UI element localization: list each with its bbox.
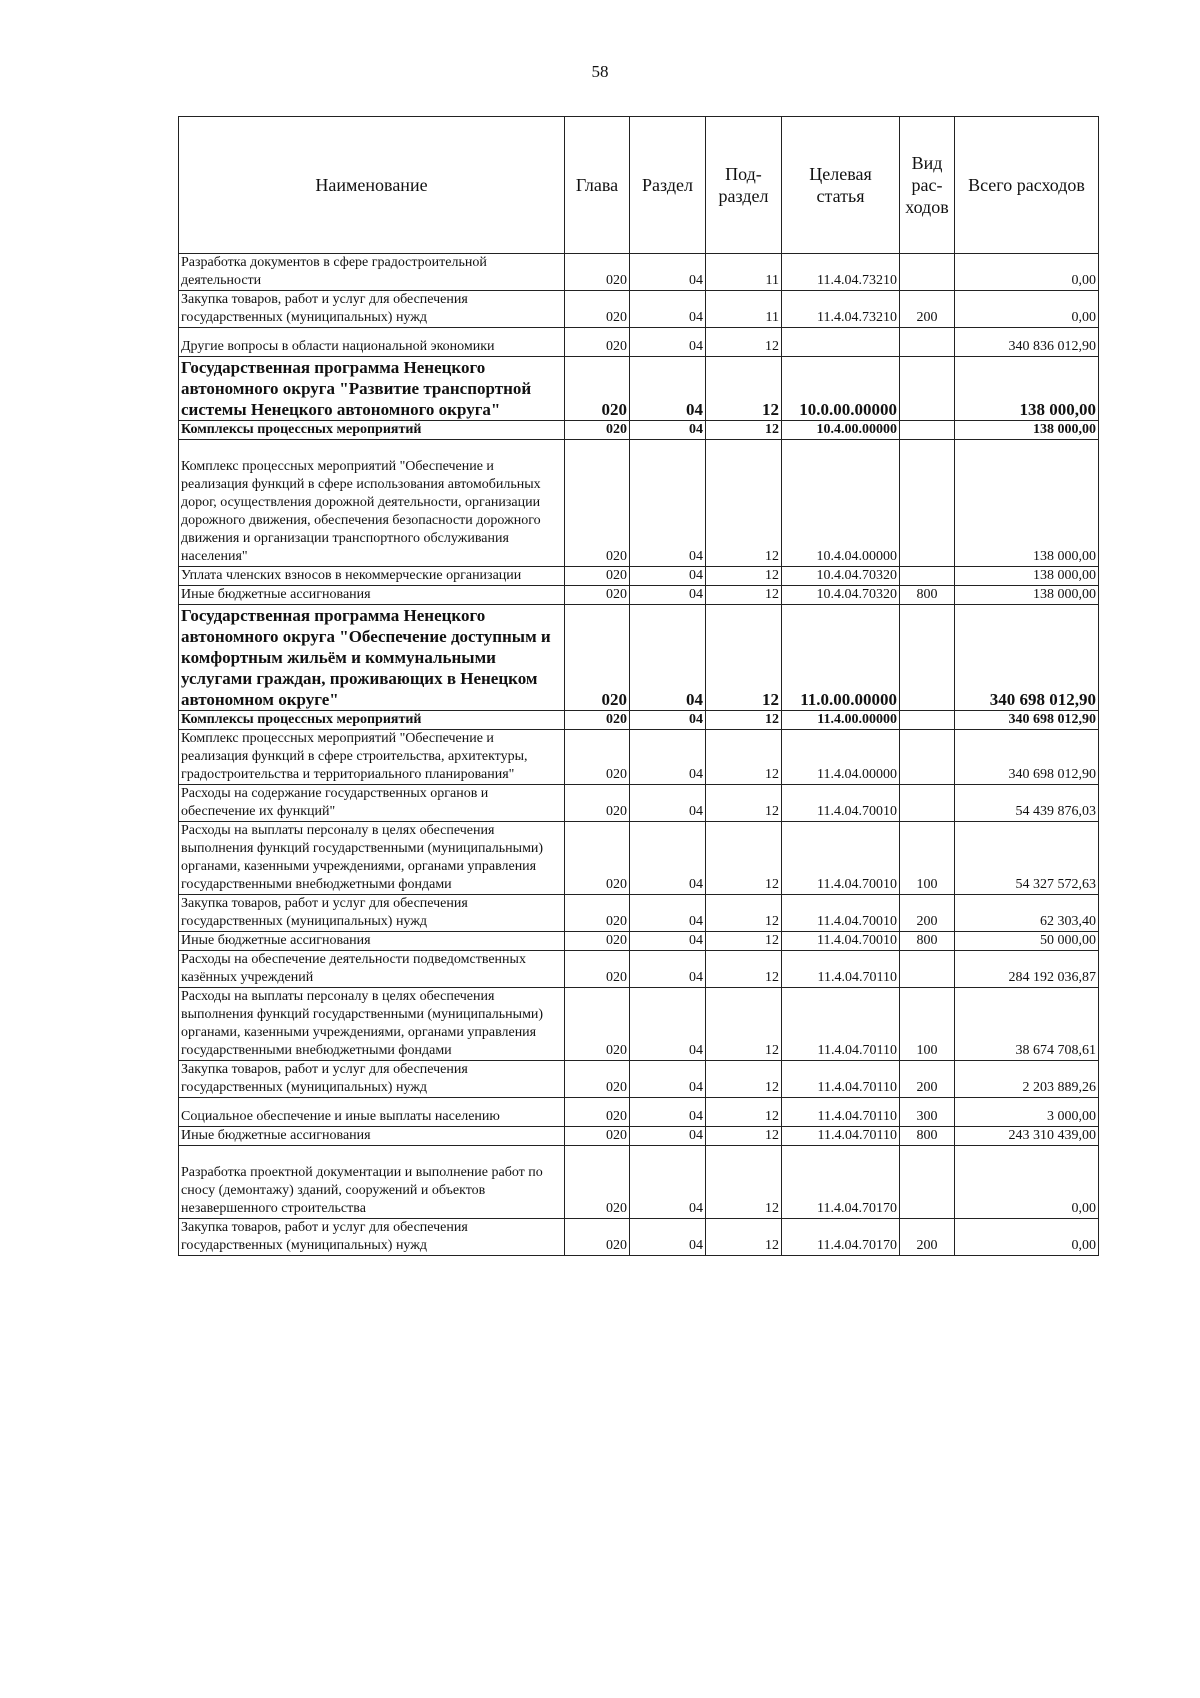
cell-total: 340 836 012,90 [955, 328, 1099, 357]
cell-celevaya: 11.4.04.73210 [782, 291, 900, 328]
cell-vid [900, 567, 955, 586]
cell-podrazdel: 12 [706, 357, 782, 421]
table-row [179, 988, 1099, 1061]
cell-total: 0,00 [955, 291, 1099, 328]
cell-razdel: 04 [630, 1219, 706, 1256]
cell-razdel: 04 [630, 1098, 706, 1127]
cell-total: 243 310 439,00 [955, 1127, 1099, 1146]
cell-podrazdel: 12 [706, 785, 782, 822]
table-row [179, 1098, 1099, 1127]
cell-vid [900, 785, 955, 822]
cell-total: 50 000,00 [955, 932, 1099, 951]
header-glava: Глава [565, 117, 630, 254]
cell-total: 3 000,00 [955, 1098, 1099, 1127]
cell-glava: 020 [565, 440, 630, 567]
cell-podrazdel: 12 [706, 605, 782, 711]
cell-celevaya: 11.4.04.70110 [782, 1098, 900, 1127]
header-podrazdel: Под- раздел [706, 117, 782, 254]
cell-total: 138 000,00 [955, 567, 1099, 586]
cell-name: Комплексы процессных мероприятий [179, 711, 565, 730]
cell-razdel: 04 [630, 328, 706, 357]
cell-name: Закупка товаров, работ и услуг для обеспечения государственных (муниципальных) нужд [179, 1219, 565, 1256]
cell-name: Расходы на выплаты персоналу в целях обеспечения выполнения функций государственными (муниципальными) органами, казенными учреждениями, органами управления государственными внебюджетными фондами [179, 822, 565, 895]
cell-celevaya: 11.4.04.70110 [782, 1127, 900, 1146]
cell-glava: 020 [565, 730, 630, 785]
cell-podrazdel: 12 [706, 421, 782, 440]
cell-glava: 020 [565, 711, 630, 730]
cell-total: 54 327 572,63 [955, 822, 1099, 895]
cell-name: Комплекс процессных мероприятий "Обеспечение и реализация функций в сфере строительства, архитектуры, градостроительства и территориального планирования" [179, 730, 565, 785]
cell-vid [900, 605, 955, 711]
cell-name: Закупка товаров, работ и услуг для обеспечения государственных (муниципальных) нужд [179, 1061, 565, 1098]
cell-glava: 020 [565, 1127, 630, 1146]
cell-vid [900, 421, 955, 440]
header-total: Всего расходов [955, 117, 1099, 254]
table-row [179, 951, 1099, 988]
cell-name: Расходы на выплаты персоналу в целях обеспечения выполнения функций государственными (муниципальными) органами, казенными учреждениями, органами управления государственными внебюджетными фондами [179, 988, 565, 1061]
cell-name: Иные бюджетные ассигнования [179, 586, 565, 605]
cell-vid [900, 328, 955, 357]
table-row [179, 254, 1099, 291]
cell-celevaya: 11.4.04.73210 [782, 254, 900, 291]
cell-total: 38 674 708,61 [955, 988, 1099, 1061]
cell-razdel: 04 [630, 895, 706, 932]
cell-glava: 020 [565, 1219, 630, 1256]
cell-celevaya: 11.4.04.70170 [782, 1146, 900, 1219]
cell-name: Расходы на содержание государственных органов и обеспечение их функций" [179, 785, 565, 822]
cell-total: 284 192 036,87 [955, 951, 1099, 988]
cell-razdel: 04 [630, 1127, 706, 1146]
cell-vid: 100 [900, 988, 955, 1061]
cell-total: 54 439 876,03 [955, 785, 1099, 822]
cell-glava: 020 [565, 291, 630, 328]
cell-total: 340 698 012,90 [955, 730, 1099, 785]
table-row [179, 1061, 1099, 1098]
cell-name: Расходы на обеспечение деятельности подведомственных казённых учреждений [179, 951, 565, 988]
cell-name: Иные бюджетные ассигнования [179, 932, 565, 951]
table-header-row [179, 117, 1099, 254]
cell-celevaya: 11.4.04.70110 [782, 988, 900, 1061]
cell-celevaya: 11.4.04.70010 [782, 932, 900, 951]
cell-vid [900, 711, 955, 730]
table-row [179, 1219, 1099, 1256]
cell-podrazdel: 12 [706, 822, 782, 895]
cell-vid: 800 [900, 1127, 955, 1146]
table-row [179, 605, 1099, 711]
cell-razdel: 04 [630, 822, 706, 895]
cell-razdel: 04 [630, 291, 706, 328]
cell-celevaya [782, 328, 900, 357]
cell-name: Уплата членских взносов в некоммерческие организации [179, 567, 565, 586]
cell-glava: 020 [565, 988, 630, 1061]
table-row [179, 711, 1099, 730]
cell-glava: 020 [565, 567, 630, 586]
cell-vid [900, 254, 955, 291]
cell-total: 0,00 [955, 1219, 1099, 1256]
cell-celevaya: 11.4.04.70170 [782, 1219, 900, 1256]
cell-celevaya: 11.4.04.00000 [782, 730, 900, 785]
cell-glava: 020 [565, 1061, 630, 1098]
cell-celevaya: 10.0.00.00000 [782, 357, 900, 421]
cell-total: 340 698 012,90 [955, 711, 1099, 730]
cell-celevaya: 11.4.04.70110 [782, 951, 900, 988]
cell-vid: 100 [900, 822, 955, 895]
cell-podrazdel: 12 [706, 440, 782, 567]
cell-vid: 800 [900, 932, 955, 951]
cell-total: 2 203 889,26 [955, 1061, 1099, 1098]
table-row [179, 785, 1099, 822]
cell-razdel: 04 [630, 711, 706, 730]
cell-name: Государственная программа Ненецкого автономного округа "Обеспечение доступным и комфортным жильём и коммунальными услугами граждан, проживающих в Ненецком автономном округе" [179, 605, 565, 711]
cell-podrazdel: 12 [706, 1061, 782, 1098]
cell-razdel: 04 [630, 567, 706, 586]
table-row [179, 440, 1099, 567]
cell-podrazdel: 12 [706, 951, 782, 988]
budget-table [178, 116, 1099, 1256]
cell-glava: 020 [565, 357, 630, 421]
cell-razdel: 04 [630, 440, 706, 567]
cell-podrazdel: 12 [706, 567, 782, 586]
cell-glava: 020 [565, 1146, 630, 1219]
cell-glava: 020 [565, 785, 630, 822]
cell-podrazdel: 12 [706, 1127, 782, 1146]
cell-celevaya: 11.4.00.00000 [782, 711, 900, 730]
cell-razdel: 04 [630, 1146, 706, 1219]
cell-total: 0,00 [955, 1146, 1099, 1219]
cell-total: 340 698 012,90 [955, 605, 1099, 711]
cell-podrazdel: 12 [706, 1098, 782, 1127]
cell-razdel: 04 [630, 605, 706, 711]
cell-podrazdel: 12 [706, 932, 782, 951]
cell-razdel: 04 [630, 1061, 706, 1098]
cell-podrazdel: 12 [706, 586, 782, 605]
cell-name: Государственная программа Ненецкого автономного округа "Развитие транспортной системы Ненецкого автономного округа" [179, 357, 565, 421]
cell-glava: 020 [565, 932, 630, 951]
cell-name: Другие вопросы в области национальной экономики [179, 328, 565, 357]
cell-vid: 200 [900, 1061, 955, 1098]
cell-total: 62 303,40 [955, 895, 1099, 932]
cell-glava: 020 [565, 586, 630, 605]
cell-vid [900, 440, 955, 567]
cell-glava: 020 [565, 1098, 630, 1127]
cell-celevaya: 10.4.00.00000 [782, 421, 900, 440]
cell-podrazdel: 12 [706, 895, 782, 932]
cell-name: Комплекс процессных мероприятий "Обеспечение и реализация функций в сфере использования автомобильных дорог, осуществления дорожной деятельности, организации дорожного движения, обеспечения безопасности дорожного движения и организации транспортного обслуживания населения" [179, 440, 565, 567]
cell-razdel: 04 [630, 951, 706, 988]
cell-glava: 020 [565, 951, 630, 988]
cell-name: Разработка проектной документации и выполнение работ по сносу (демонтажу) зданий, сооружений и объектов незавершенного строительства [179, 1146, 565, 1219]
cell-celevaya: 11.4.04.70110 [782, 1061, 900, 1098]
cell-celevaya: 11.4.04.70010 [782, 785, 900, 822]
page-number: 58 [591, 62, 609, 81]
header-name: Наименование [179, 117, 565, 254]
cell-vid [900, 357, 955, 421]
cell-razdel: 04 [630, 932, 706, 951]
cell-celevaya: 11.4.04.70010 [782, 822, 900, 895]
cell-vid: 200 [900, 291, 955, 328]
cell-glava: 020 [565, 822, 630, 895]
cell-vid: 800 [900, 586, 955, 605]
cell-glava: 020 [565, 328, 630, 357]
cell-vid [900, 730, 955, 785]
cell-podrazdel: 12 [706, 1146, 782, 1219]
cell-celevaya: 11.4.04.70010 [782, 895, 900, 932]
cell-glava: 020 [565, 254, 630, 291]
cell-razdel: 04 [630, 988, 706, 1061]
cell-podrazdel: 12 [706, 328, 782, 357]
header-razdel: Раздел [630, 117, 706, 254]
cell-vid [900, 951, 955, 988]
table-row [179, 1146, 1099, 1219]
cell-glava: 020 [565, 421, 630, 440]
cell-name: Разработка документов в сфере градостроительной деятельности [179, 254, 565, 291]
table-row [179, 357, 1099, 421]
cell-celevaya: 10.4.04.70320 [782, 567, 900, 586]
table-row [179, 895, 1099, 932]
cell-razdel: 04 [630, 785, 706, 822]
cell-razdel: 04 [630, 586, 706, 605]
cell-razdel: 04 [630, 357, 706, 421]
header-vid: Вид рас- ходов [900, 117, 955, 254]
table-row [179, 586, 1099, 605]
table-row [179, 567, 1099, 586]
cell-glava: 020 [565, 895, 630, 932]
cell-podrazdel: 11 [706, 254, 782, 291]
table-row [179, 291, 1099, 328]
table-row [179, 932, 1099, 951]
cell-total: 138 000,00 [955, 440, 1099, 567]
cell-podrazdel: 11 [706, 291, 782, 328]
cell-vid: 300 [900, 1098, 955, 1127]
table-row [179, 822, 1099, 895]
table-row [179, 730, 1099, 785]
cell-name: Закупка товаров, работ и услуг для обеспечения государственных (муниципальных) нужд [179, 291, 565, 328]
cell-celevaya: 10.4.04.70320 [782, 586, 900, 605]
table-row [179, 328, 1099, 357]
cell-name: Социальное обеспечение и иные выплаты населению [179, 1098, 565, 1127]
cell-name: Комплексы процессных мероприятий [179, 421, 565, 440]
cell-vid: 200 [900, 1219, 955, 1256]
table-row [179, 1127, 1099, 1146]
cell-vid [900, 1146, 955, 1219]
cell-glava: 020 [565, 605, 630, 711]
cell-razdel: 04 [630, 730, 706, 785]
cell-podrazdel: 12 [706, 711, 782, 730]
cell-razdel: 04 [630, 254, 706, 291]
cell-total: 138 000,00 [955, 586, 1099, 605]
cell-total: 0,00 [955, 254, 1099, 291]
header-celevaya: Целевая статья [782, 117, 900, 254]
cell-razdel: 04 [630, 421, 706, 440]
cell-vid: 200 [900, 895, 955, 932]
cell-name: Иные бюджетные ассигнования [179, 1127, 565, 1146]
cell-celevaya: 10.4.04.00000 [782, 440, 900, 567]
cell-podrazdel: 12 [706, 988, 782, 1061]
cell-podrazdel: 12 [706, 730, 782, 785]
cell-total: 138 000,00 [955, 421, 1099, 440]
cell-total: 138 000,00 [955, 357, 1099, 421]
cell-podrazdel: 12 [706, 1219, 782, 1256]
cell-celevaya: 11.0.00.00000 [782, 605, 900, 711]
cell-name: Закупка товаров, работ и услуг для обеспечения государственных (муниципальных) нужд [179, 895, 565, 932]
table-row [179, 421, 1099, 440]
